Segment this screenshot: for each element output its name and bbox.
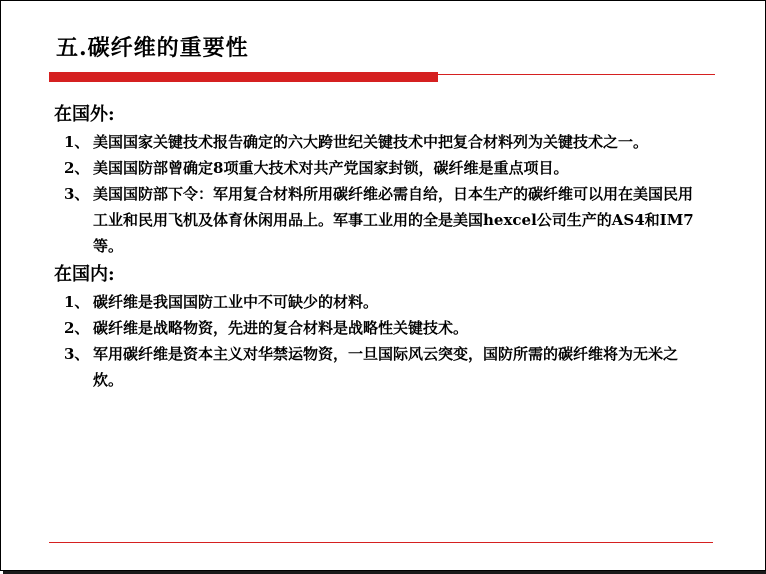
item-number: 3、 (64, 345, 90, 363)
item-number: 3、 (64, 185, 90, 203)
item-number: 2、 (64, 319, 90, 337)
abroad-item-1 (54, 129, 704, 155)
item-text: 美国国防部曾确定8项重大技术对共产党国家封锁，碳纤维是重点项目。 (93, 159, 569, 177)
item-number: 1、 (64, 293, 90, 311)
slide-content (54, 101, 704, 393)
title-underline-thick (49, 72, 438, 82)
slide-title: 五.碳纤维的重要性 (56, 35, 249, 61)
domestic-item-1 (54, 289, 704, 315)
abroad-item-2 (54, 155, 704, 181)
domestic-item-2 (54, 315, 704, 341)
item-text: 美国国家关键技术报告确定的六大跨世纪关键技术中把复合材料列为关键技术之一。 (93, 133, 649, 151)
abroad-item-3 (54, 181, 704, 259)
item-number: 2、 (64, 159, 90, 177)
title-underline-thin (438, 74, 715, 75)
item-number: 1、 (64, 133, 90, 151)
item-text: 碳纤维是战略物资，先进的复合材料是战略性关键技术。 (93, 319, 469, 337)
footer-rule (49, 542, 713, 543)
abroad-heading: 在国外: (54, 104, 115, 125)
item-text: 美国国防部下令：军用复合材料所用碳纤维必需自给，日本生产的碳纤维可以用在美国民用工业和民用飞机及体育休闲用品上。军事工业用的全是美国hexcel公司生产的AS4和IM7等。 (93, 185, 694, 255)
domestic-item-3 (54, 341, 704, 393)
item-text: 军用碳纤维是资本主义对华禁运物资，一旦国际风云突变，国防所需的碳纤维将为无米之炊。 (93, 345, 679, 389)
domestic-heading: 在国内: (54, 264, 115, 285)
item-text: 碳纤维是我国国防工业中不可缺少的材料。 (93, 293, 379, 311)
